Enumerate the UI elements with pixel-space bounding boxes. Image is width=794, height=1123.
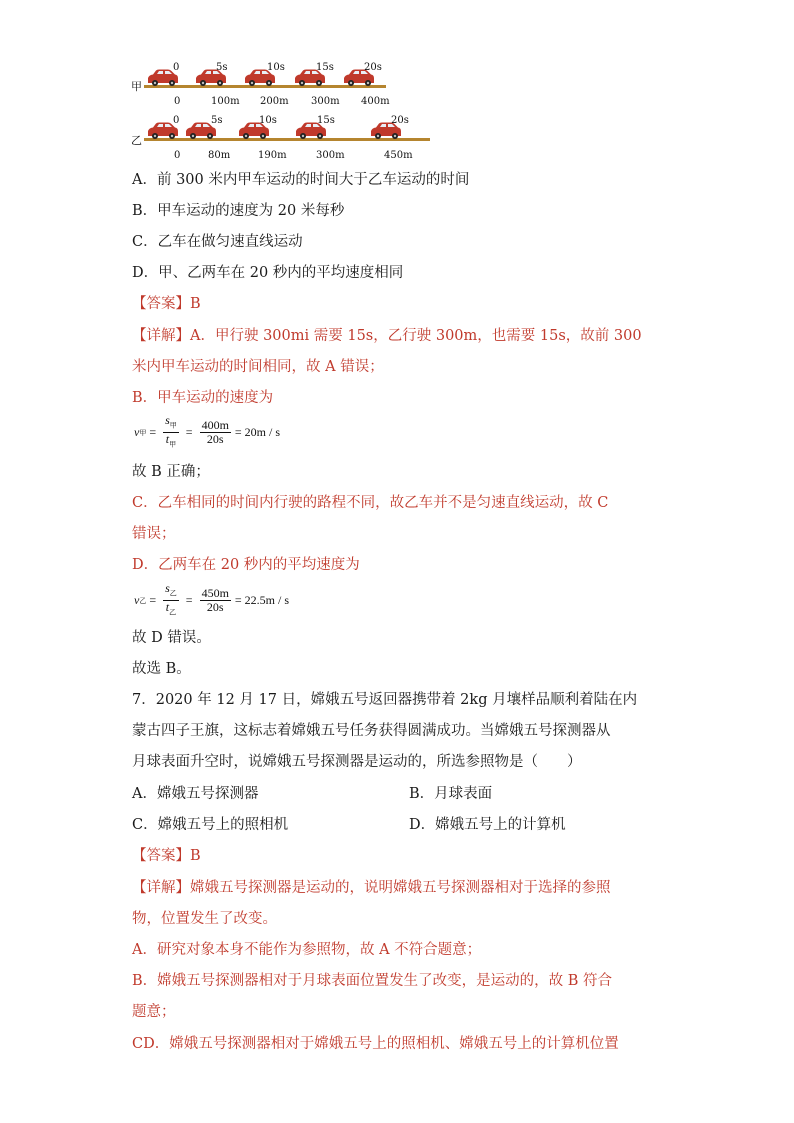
row1-time-0: 0 — [173, 62, 180, 73]
q6-detail-c-line1: C．乙车相同的时间内行驶的路程不同，故乙车并不是匀速直线运动，故 C — [132, 495, 609, 511]
row2-dist-0: 0 — [174, 150, 181, 161]
row1-dist-4: 400m — [361, 96, 390, 107]
motion-diagram — [128, 58, 438, 168]
q7-detail-b-line1: B．嫦娥五号探测器相对于月球表面位置发生了改变，是运动的，故 B 符合 — [132, 973, 613, 989]
formula-jia-result: = 20m / s — [234, 425, 281, 440]
q6-detail-d-line1: D．乙两车在 20 秒内的平均速度为 — [132, 557, 360, 573]
motion-diagram-svg — [128, 58, 438, 168]
q7-detail-line2: 物，位置发生了改变。 — [132, 911, 277, 927]
formula-jia-frac1: $\frac{s_甲}{t_甲}$ — [165, 413, 177, 449]
row1-dist-3: 300m — [311, 96, 340, 107]
row2-time-0: 0 — [173, 115, 180, 126]
row1-cars — [148, 70, 374, 87]
row2-label: 乙 — [131, 134, 142, 147]
formula-jia-frac2: $\frac{400m}{20s}$ — [201, 418, 229, 447]
formula-jia-lhs: v — [134, 425, 140, 440]
q7-stem-line3: 月球表面升空时，说嫦娥五号探测器是运动的，所选参照物是（ ） — [132, 754, 582, 770]
q7-detail-line1: 【详解】嫦娥五号探测器是运动的，说明嫦娥五号探测器相对于选择的参照 — [132, 880, 611, 896]
q7-option-b: B．月球表面 — [409, 786, 493, 802]
q7-answer: 【答案】B — [132, 848, 201, 864]
row2-time-2: 10s — [259, 115, 277, 126]
q6-option-d: D．甲、乙两车在 20 秒内的平均速度相同 — [132, 265, 404, 281]
row2-time-1: 5s — [211, 115, 223, 126]
q6-detail-d-line2: 故 D 错误。 — [132, 630, 211, 646]
q7-detail-b-line2: 题意； — [132, 1004, 176, 1020]
row1-time-2: 10s — [267, 62, 285, 73]
formula-yi-result: = 22.5m / s — [234, 593, 290, 608]
row2-dist-3: 300m — [316, 150, 345, 161]
formula-yi-frac2: $\frac{450m}{20s}$ — [201, 586, 229, 615]
row1-dist-1: 100m — [211, 96, 240, 107]
row2-time-3: 15s — [317, 115, 335, 126]
row1-dist-2: 200m — [260, 96, 289, 107]
formula-yi-lhs: v — [134, 593, 140, 608]
q7-detail-cd: CD．嫦娥五号探测器相对于嫦娥五号上的照相机、嫦娥五号上的计算机位置 — [132, 1036, 619, 1052]
q6-choose: 故选 B。 — [132, 661, 191, 677]
q6-answer: 【答案】B — [132, 296, 201, 312]
q6-detail-b-line2: 故 B 正确； — [132, 464, 210, 480]
formula-jia: v 甲 = $\frac{s_甲}{t_甲}$ = $\frac{400m}{20s}$ = 20m / s — [134, 414, 280, 452]
row2-time-4: 20s — [391, 115, 409, 126]
q7-option-d: D．嫦娥五号上的计算机 — [409, 817, 566, 833]
q7-stem-line2: 蒙古四子王旗，这标志着嫦娥五号任务获得圆满成功。当嫦娥五号探测器从 — [132, 723, 611, 739]
row2-dist-1: 80m — [208, 150, 231, 161]
q6-detail-a-line2: 米内甲车运动的时间相同，故 A 错误； — [132, 359, 384, 375]
row1-label: 甲 — [131, 80, 142, 93]
q6-detail-a-line1: 【详解】A．甲行驶 300mi 需要 15s，乙行驶 300m，也需要 15s，故前 300 — [132, 328, 642, 344]
q7-option-a: A．嫦娥五号探测器 — [132, 786, 259, 802]
row2-road — [144, 138, 430, 141]
q6-option-b: B．甲车运动的速度为 20 米每秒 — [132, 203, 345, 219]
row1-time-3: 15s — [316, 62, 334, 73]
q6-option-a: A．前 300 米内甲车运动的时间大于乙车运动的时间 — [132, 172, 470, 188]
row2-dist-2: 190m — [258, 150, 287, 161]
q6-detail-c-line2: 错误； — [132, 526, 176, 542]
q7-detail-a: A．研究对象本身不能作为参照物，故 A 不符合题意； — [132, 942, 482, 958]
row1-time-1: 5s — [216, 62, 228, 73]
row2-dist-4: 450m — [384, 150, 413, 161]
formula-jia-lhs-sub: 甲 — [139, 428, 147, 437]
q7-stem-line1: 7．2020 年 12 月 17 日，嫦娥五号返回器携带着 2kg 月壤样品顺利着陆在内 — [132, 692, 638, 708]
row1-dist-0: 0 — [174, 96, 181, 107]
formula-yi: v 乙 = $\frac{s_乙}{t_乙}$ = $\frac{450m}{20s}$ = 22.5m / s — [134, 582, 289, 620]
q7-option-c: C．嫦娥五号上的照相机 — [132, 817, 289, 833]
formula-yi-lhs-sub: 乙 — [139, 596, 147, 605]
row1-time-4: 20s — [364, 62, 382, 73]
formula-yi-frac1: $\frac{s_乙}{t_乙}$ — [165, 581, 177, 617]
q6-detail-b-line1: B．甲车运动的速度为 — [132, 390, 274, 406]
q6-option-c: C．乙车在做匀速直线运动 — [132, 234, 303, 250]
